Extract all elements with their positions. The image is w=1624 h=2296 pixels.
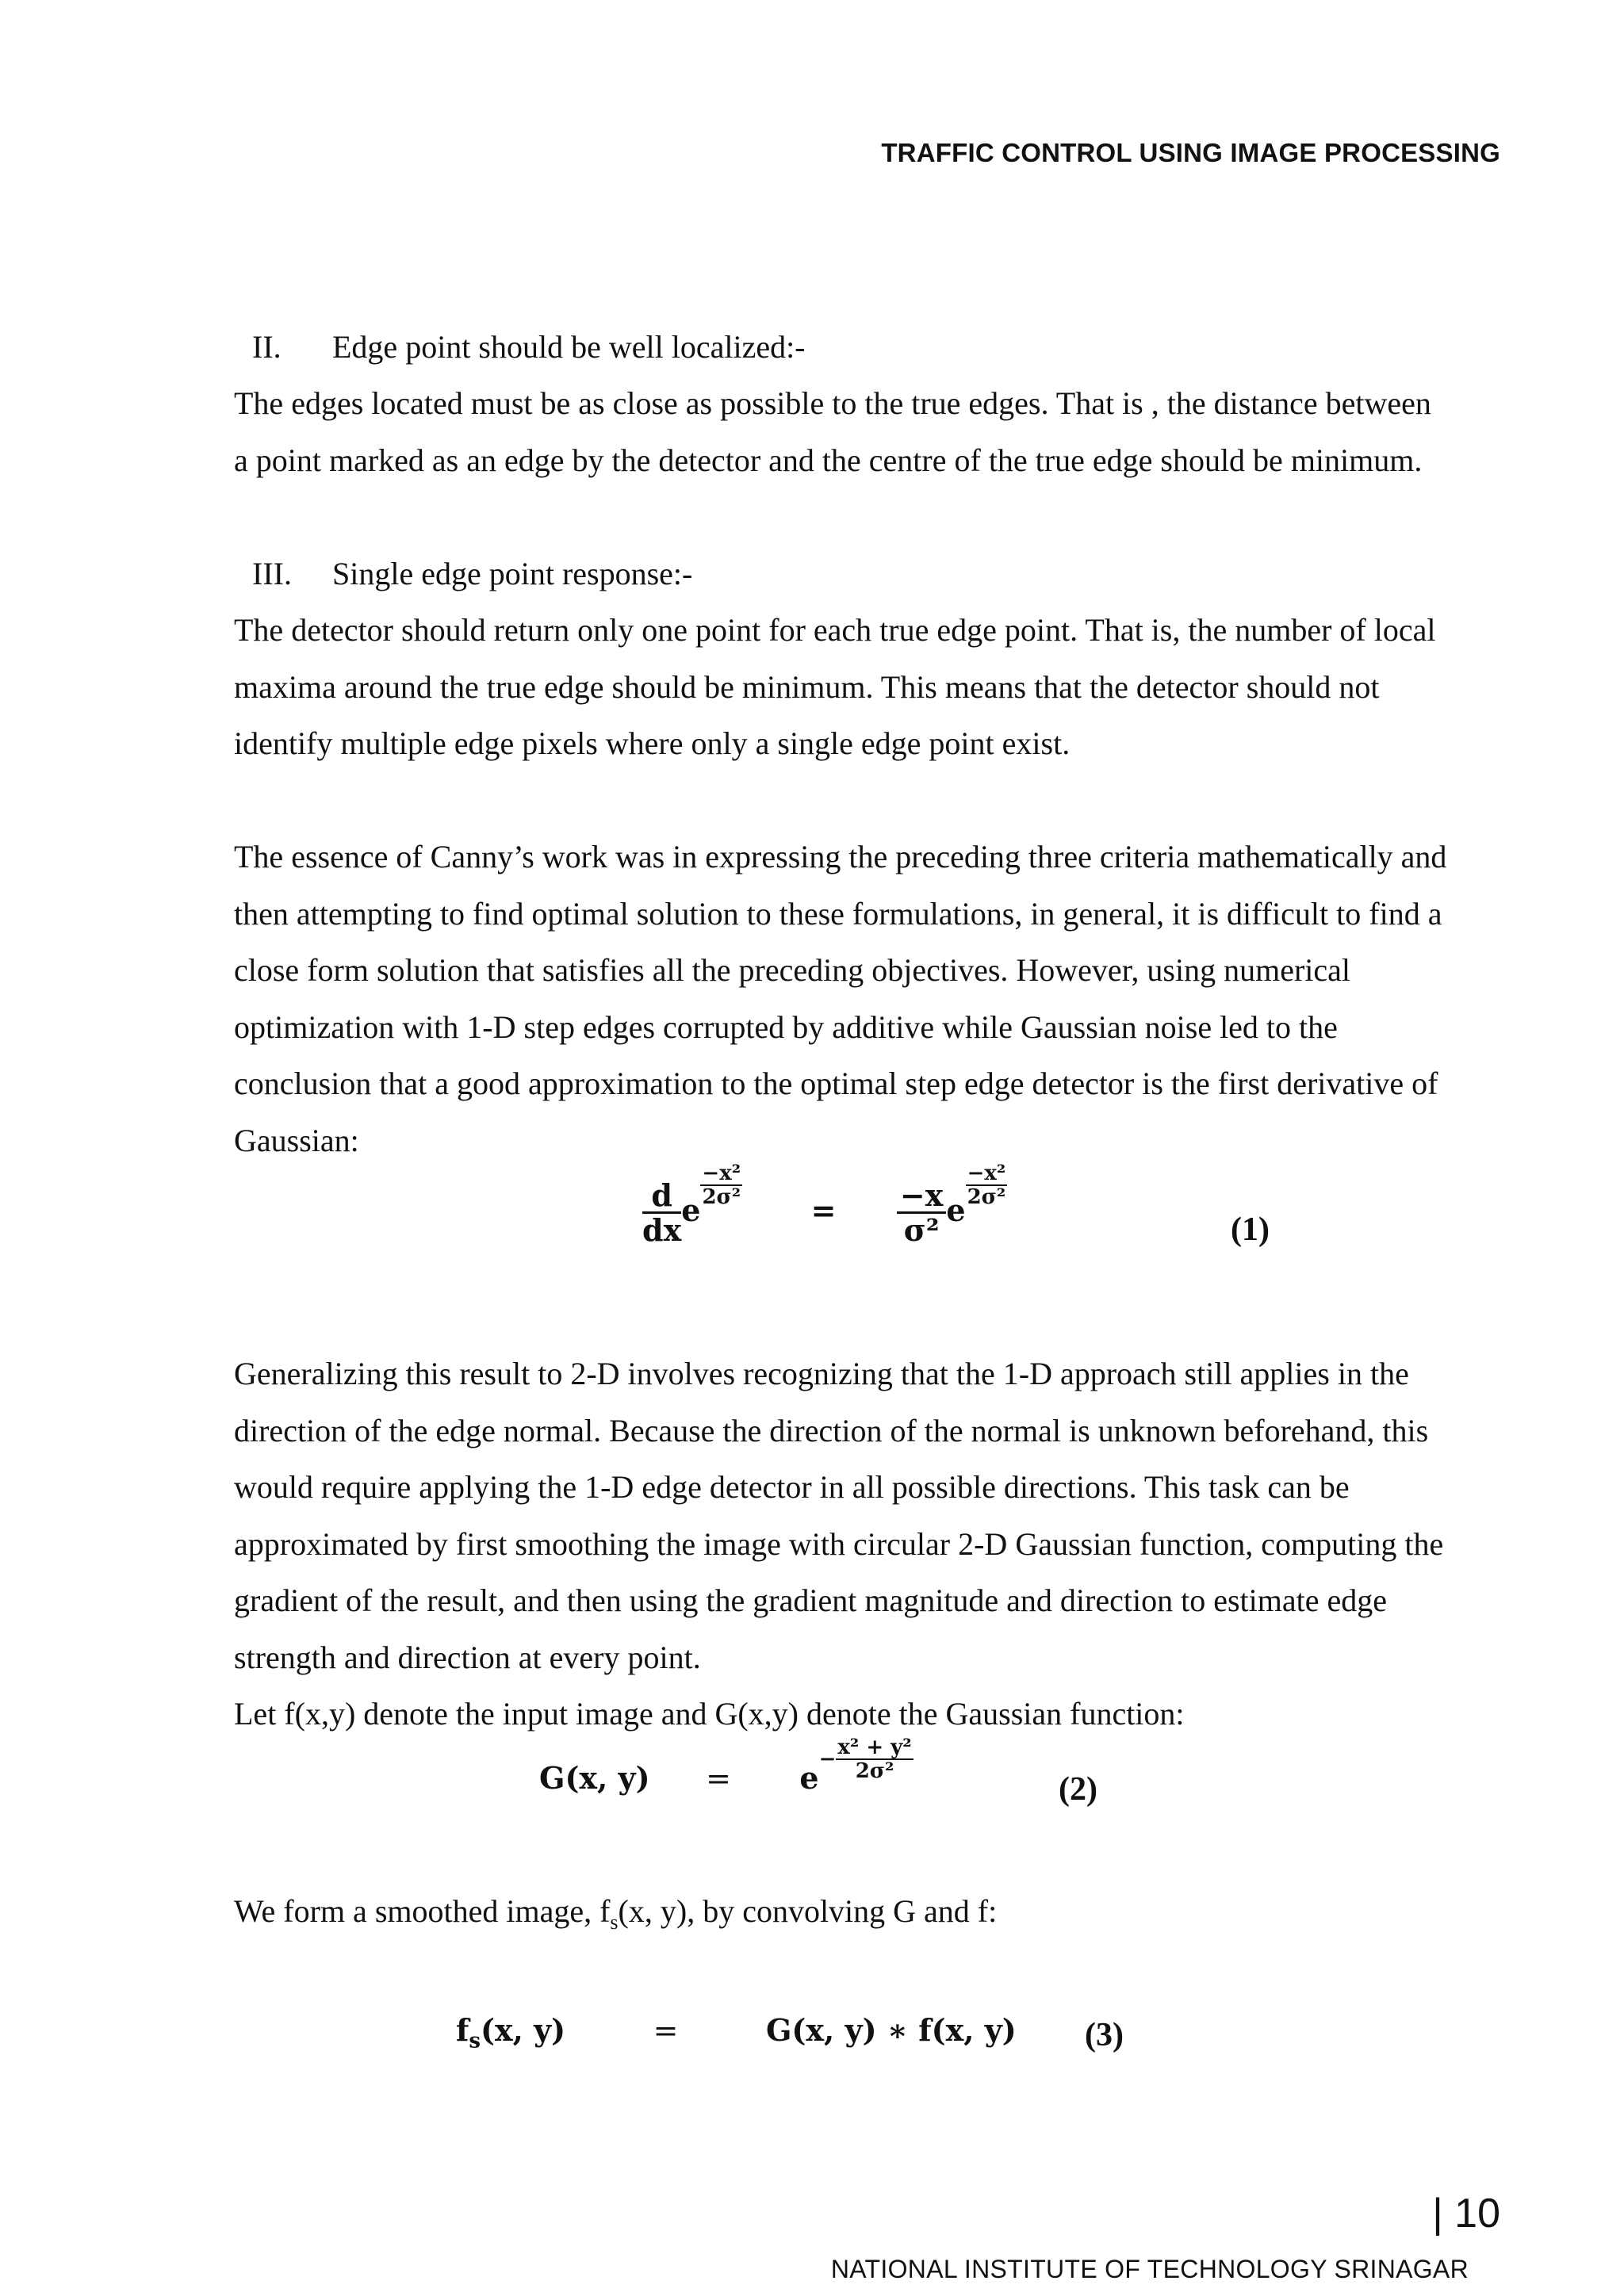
equation-rhs: G(x, y) ∗ f(x, y): [765, 2012, 1017, 2048]
equals-sign: =: [653, 2013, 679, 2048]
equation-lhs: G(x, y): [539, 1760, 650, 1796]
section-number: III.: [252, 556, 292, 591]
section-title: Edge point should be well localized:-: [332, 329, 806, 365]
text-line: would require applying the 1-D edge detector in all possible directions. This task can be: [234, 1469, 1350, 1505]
exp-base: e: [799, 1760, 819, 1796]
text-line: close form solution that satisfies all the preceding objectives. However, using numerical: [234, 952, 1351, 988]
exp-base: e: [681, 1192, 701, 1228]
derivative-operator: $\frac{d}{dx}$: [642, 1177, 682, 1248]
canny-paragraph: [234, 828, 1503, 1169]
text-line: optimization with 1-D step edges corrupted by additive while Gaussian noise led to the: [234, 1008, 1338, 1045]
smoothed-paragraph: We form a smoothed image, $f_s(x$, y), by convolving G and f:: [234, 1893, 998, 1934]
generalize-paragraph: [234, 1345, 1503, 1743]
rhs-fraction: $\frac{-x}{\text{σ²}}$: [897, 1180, 947, 1247]
text-line: maxima around the true edge should be minimum. This means that the detector should not: [234, 668, 1380, 705]
equation-2: [539, 1735, 914, 1806]
text-line: approximated by first smoothing the image with circular 2-D Gaussian function, computing the: [234, 1525, 1444, 1562]
text-line: strength and direction at every point.: [234, 1639, 701, 1675]
text-line: conclusion that a good approximation to the optimal step edge detector is the first derivative of: [234, 1066, 1438, 1101]
text-line: Gaussian:: [234, 1122, 359, 1158]
equation-number: (1): [1231, 1211, 1270, 1248]
exponent: $\frac{\text{−x²}}{\text{2σ²}}$: [702, 1161, 741, 1209]
text-line: The edges located must be as close as possible to the true edges. That is , the distance between: [234, 385, 1431, 421]
section-iii-body: [234, 602, 1503, 772]
equation-3: [456, 2012, 1017, 2053]
section-title: Single edge point response:-: [332, 556, 693, 591]
equation-number: (3): [1085, 2017, 1124, 2053]
text-line: a point marked as an edge by the detector and the centre of the true edge should be minimum.: [234, 442, 1423, 478]
text-line: direction of the edge normal. Because the direction of the normal is unknown beforehand, this: [234, 1412, 1429, 1448]
text-line: Let f(x,y) denote the input image and G(x,y) denote the Gaussian function:: [234, 1696, 1185, 1732]
text-line: identify multiple edge pixels where only a single edge point exist.: [234, 725, 1071, 761]
section-heading-iii: [252, 555, 692, 592]
equals-sign: =: [706, 1761, 731, 1796]
footer-institute: NATIONAL INSTITUTE OF TECHNOLOGY SRINAGAR: [830, 2255, 1469, 2283]
equation-lhs: $f_s(x$, y): [456, 2012, 566, 2053]
running-header-title: TRAFFIC CONTROL USING IMAGE PROCESSING: [881, 138, 1500, 167]
exponent: $\frac{\text{−x²}}{\text{2σ²}}$: [967, 1161, 1006, 1209]
text-line: Generalizing this result to 2-D involves recognizing that the 1-D approach still applies in the: [234, 1356, 1409, 1391]
text-line: The detector should return only one point for each true edge point. That is, the number of local: [234, 612, 1436, 648]
section-heading-ii: [252, 328, 806, 365]
page-number: | 10: [1432, 2191, 1500, 2237]
text-line: The essence of Canny’s work was in expressing the preceding three criteria mathematically and: [234, 839, 1447, 874]
exponent: − $\frac{\text{x² + y²}}{\text{2σ²}}$: [818, 1735, 912, 1783]
exp-base: e: [946, 1192, 966, 1228]
equation-1: [642, 1161, 1007, 1248]
text-line: gradient of the result, and then using the gradient magnitude and direction to estimate edge: [234, 1582, 1388, 1618]
equals-sign: =: [810, 1192, 837, 1228]
text-line: then attempting to find optimal solution to these formulations, in general, it is difficult to find a: [234, 895, 1442, 932]
equation-number: (2): [1059, 1771, 1097, 1808]
section-ii-body: [234, 375, 1503, 488]
section-number: II.: [252, 329, 282, 365]
